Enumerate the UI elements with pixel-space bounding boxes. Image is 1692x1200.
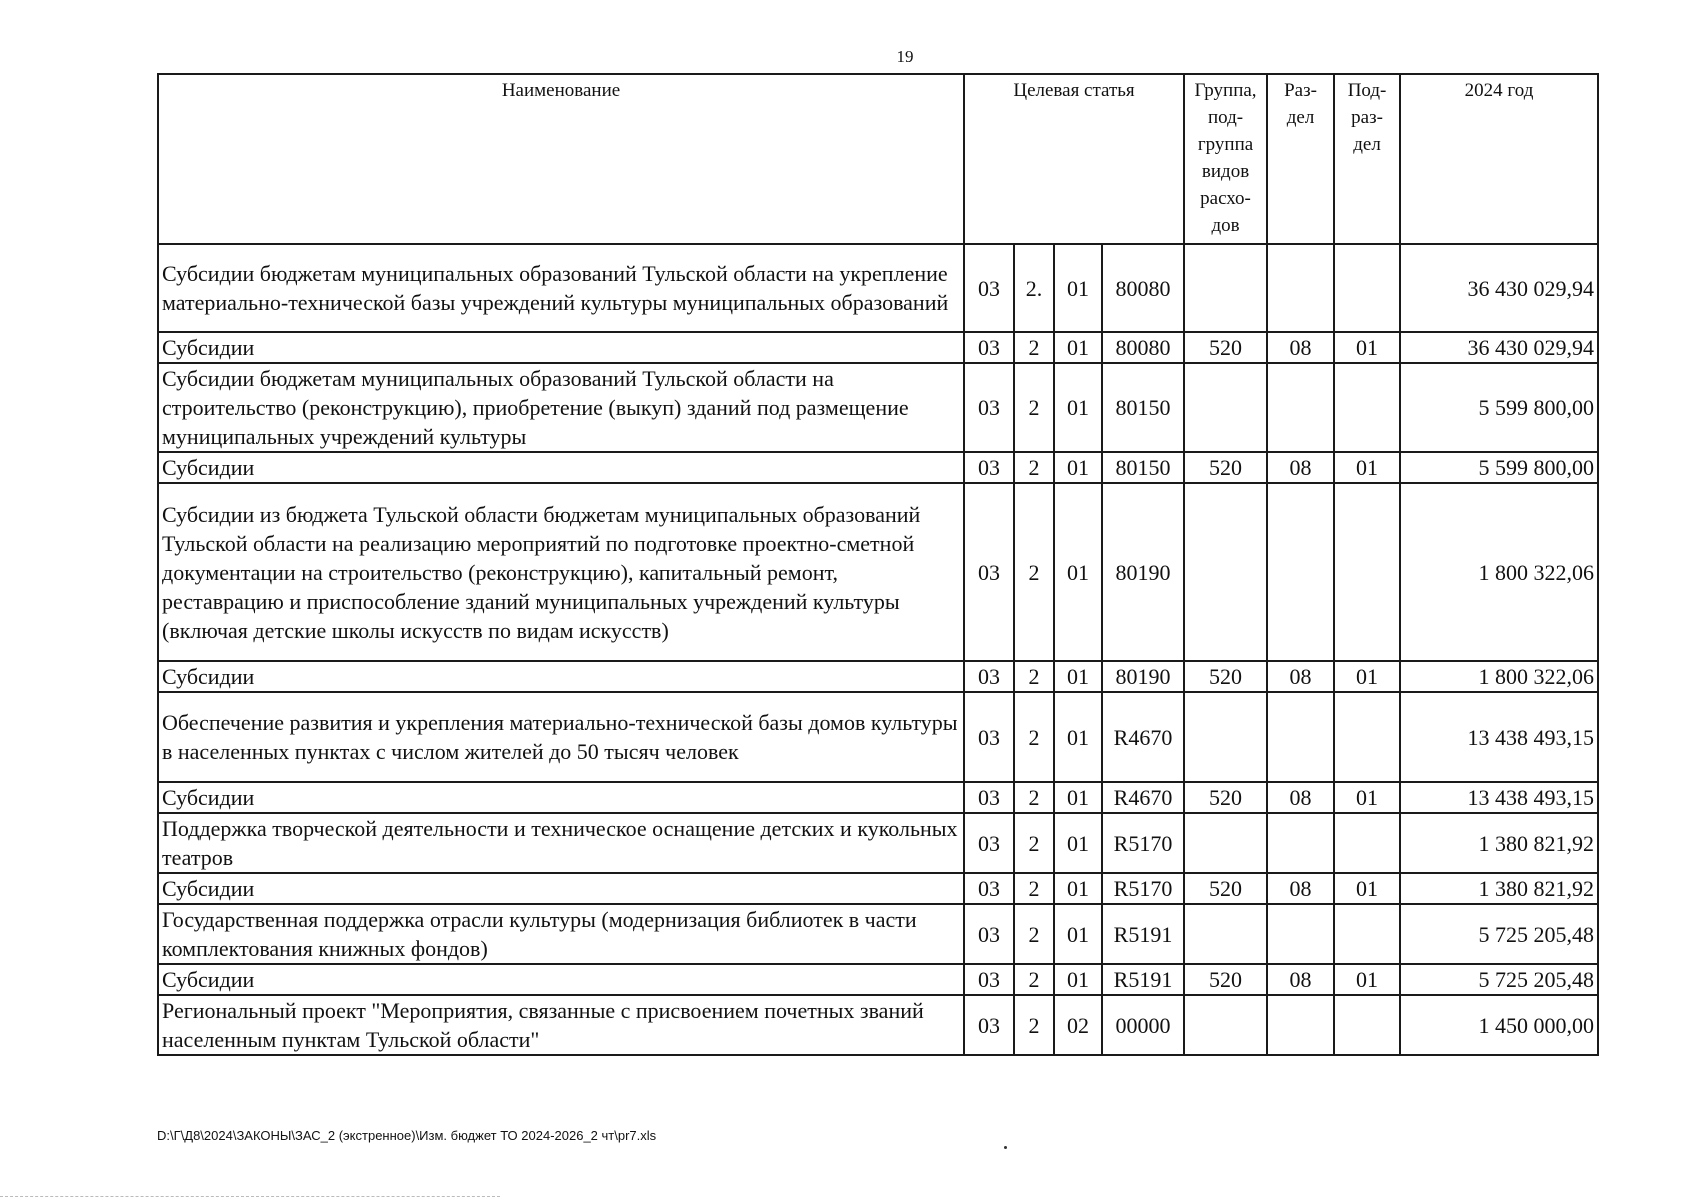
row-section: 08 — [1267, 782, 1334, 813]
row-target-program: 03 — [964, 332, 1014, 363]
row-section — [1267, 995, 1334, 1055]
row-target-event: 02 — [1054, 995, 1102, 1055]
row-target-code: R4670 — [1102, 782, 1184, 813]
budget-table — [157, 73, 1599, 1056]
row-expense-group: 520 — [1184, 452, 1267, 483]
row-amount: 1 450 000,00 — [1400, 995, 1598, 1055]
row-name: Субсидии — [158, 964, 964, 995]
row-target-subprogram: 2 — [1014, 964, 1054, 995]
table-header-row — [158, 74, 1598, 244]
row-name: Субсидии из бюджета Тульской области бюджетам муниципальных образований Тульской области на реализацию мероприятий по подготовке проектно-сметной документации на строительство (реконструкцию), капитальный ремонт, реставрацию и приспособление зданий муниципальных учреждений культуры (включая детские школы искусств по видам искусств) — [158, 483, 964, 661]
row-target-event: 01 — [1054, 964, 1102, 995]
row-target-event: 01 — [1054, 244, 1102, 332]
row-target-program: 03 — [964, 904, 1014, 964]
row-target-program: 03 — [964, 964, 1014, 995]
table-row — [158, 904, 1598, 964]
row-target-program: 03 — [964, 782, 1014, 813]
row-target-subprogram: 2 — [1014, 483, 1054, 661]
row-name: Субсидии — [158, 873, 964, 904]
row-target-subprogram: 2 — [1014, 782, 1054, 813]
table-row — [158, 873, 1598, 904]
footer-file-path: D:\Г\Д8\2024\ЗАКОНЫ\ЗАС_2 (экстренное)\Изм. бюджет ТО 2024-2026_2 чт\pr7.xls — [157, 1128, 657, 1143]
table-row — [158, 661, 1598, 692]
row-subsection: 01 — [1334, 661, 1400, 692]
row-target-event: 01 — [1054, 782, 1102, 813]
row-subsection — [1334, 813, 1400, 873]
row-target-subprogram: 2 — [1014, 904, 1054, 964]
table-row — [158, 483, 1598, 661]
row-target-code: R5191 — [1102, 964, 1184, 995]
row-section: 08 — [1267, 873, 1334, 904]
row-target-code: R5170 — [1102, 813, 1184, 873]
row-target-program: 03 — [964, 661, 1014, 692]
row-target-program: 03 — [964, 692, 1014, 782]
row-target-code: R5191 — [1102, 904, 1184, 964]
row-target-subprogram: 2 — [1014, 452, 1054, 483]
row-target-code: 80150 — [1102, 363, 1184, 452]
table-row — [158, 244, 1598, 332]
row-target-event: 01 — [1054, 483, 1102, 661]
row-amount: 1 380 821,92 — [1400, 873, 1598, 904]
table-row — [158, 964, 1598, 995]
row-target-subprogram: 2 — [1014, 363, 1054, 452]
table-row — [158, 782, 1598, 813]
row-target-event: 01 — [1054, 813, 1102, 873]
row-subsection — [1334, 244, 1400, 332]
row-name: Государственная поддержка отрасли культуры (модернизация библиотек в части комплектования книжных фондов) — [158, 904, 964, 964]
row-amount: 1 800 322,06 — [1400, 661, 1598, 692]
row-amount: 13 438 493,15 — [1400, 692, 1598, 782]
row-subsection — [1334, 483, 1400, 661]
row-target-code: 80150 — [1102, 452, 1184, 483]
row-expense-group — [1184, 483, 1267, 661]
row-amount: 36 430 029,94 — [1400, 244, 1598, 332]
row-target-event: 01 — [1054, 873, 1102, 904]
row-name: Региональный проект "Мероприятия, связанные с присвоением почетных званий населенным пунктам Тульской области" — [158, 995, 964, 1055]
header-subsection: Под-раз-дел — [1334, 74, 1400, 244]
row-target-program: 03 — [964, 363, 1014, 452]
row-target-event: 01 — [1054, 904, 1102, 964]
row-name: Поддержка творческой деятельности и техническое оснащение детских и кукольных театров — [158, 813, 964, 873]
row-subsection: 01 — [1334, 782, 1400, 813]
row-subsection — [1334, 904, 1400, 964]
row-expense-group — [1184, 813, 1267, 873]
header-target-article: Целевая статья — [964, 74, 1184, 244]
row-amount: 13 438 493,15 — [1400, 782, 1598, 813]
row-subsection: 01 — [1334, 964, 1400, 995]
row-target-subprogram: 2 — [1014, 873, 1054, 904]
row-target-event: 01 — [1054, 692, 1102, 782]
row-target-subprogram: 2 — [1014, 813, 1054, 873]
row-subsection — [1334, 363, 1400, 452]
row-amount: 1 800 322,06 — [1400, 483, 1598, 661]
table-row — [158, 813, 1598, 873]
table-row — [158, 692, 1598, 782]
row-expense-group — [1184, 904, 1267, 964]
row-section — [1267, 244, 1334, 332]
row-expense-group: 520 — [1184, 661, 1267, 692]
table-row — [158, 363, 1598, 452]
row-target-subprogram: 2 — [1014, 661, 1054, 692]
row-subsection: 01 — [1334, 873, 1400, 904]
row-name: Субсидии бюджетам муниципальных образований Тульской области на строительство (реконструкцию), приобретение (выкуп) зданий под размещение муниципальных учреждений культуры — [158, 363, 964, 452]
table-row — [158, 452, 1598, 483]
row-target-program: 03 — [964, 813, 1014, 873]
row-target-event: 01 — [1054, 661, 1102, 692]
row-expense-group: 520 — [1184, 782, 1267, 813]
scan-speck — [1004, 1146, 1007, 1149]
row-expense-group — [1184, 363, 1267, 452]
row-target-subprogram: 2. — [1014, 244, 1054, 332]
row-name: Субсидии — [158, 332, 964, 363]
row-expense-group — [1184, 692, 1267, 782]
row-subsection: 01 — [1334, 452, 1400, 483]
row-target-event: 01 — [1054, 363, 1102, 452]
header-year: 2024 год — [1400, 74, 1598, 244]
row-target-code: R4670 — [1102, 692, 1184, 782]
page-number: 19 — [896, 47, 914, 66]
row-section: 08 — [1267, 964, 1334, 995]
scan-edge-line — [0, 1196, 500, 1197]
row-section: 08 — [1267, 661, 1334, 692]
row-section — [1267, 692, 1334, 782]
row-section — [1267, 483, 1334, 661]
row-target-subprogram: 2 — [1014, 995, 1054, 1055]
row-amount: 36 430 029,94 — [1400, 332, 1598, 363]
row-target-code: 80190 — [1102, 483, 1184, 661]
row-target-event: 01 — [1054, 332, 1102, 363]
row-section: 08 — [1267, 332, 1334, 363]
header-expense-group: Группа, под-группа видов расхо-дов — [1184, 74, 1267, 244]
header-section: Раз-дел — [1267, 74, 1334, 244]
row-section: 08 — [1267, 452, 1334, 483]
row-target-code: R5170 — [1102, 873, 1184, 904]
row-name: Обеспечение развития и укрепления материально-технической базы домов культуры в населенных пунктах с числом жителей до 50 тысяч человек — [158, 692, 964, 782]
row-target-code: 80080 — [1102, 244, 1184, 332]
row-target-event: 01 — [1054, 452, 1102, 483]
row-subsection — [1334, 692, 1400, 782]
row-target-code: 00000 — [1102, 995, 1184, 1055]
row-amount: 1 380 821,92 — [1400, 813, 1598, 873]
row-target-program: 03 — [964, 483, 1014, 661]
row-amount: 5 725 205,48 — [1400, 964, 1598, 995]
row-name: Субсидии — [158, 661, 964, 692]
table-row — [158, 995, 1598, 1055]
row-expense-group — [1184, 995, 1267, 1055]
row-target-code: 80080 — [1102, 332, 1184, 363]
row-name: Субсидии — [158, 782, 964, 813]
row-name: Субсидии — [158, 452, 964, 483]
row-expense-group — [1184, 244, 1267, 332]
header-name: Наименование — [158, 74, 964, 244]
row-target-program: 03 — [964, 995, 1014, 1055]
row-section — [1267, 363, 1334, 452]
row-amount: 5 599 800,00 — [1400, 363, 1598, 452]
row-target-program: 03 — [964, 873, 1014, 904]
row-target-program: 03 — [964, 244, 1014, 332]
row-expense-group: 520 — [1184, 964, 1267, 995]
row-expense-group: 520 — [1184, 332, 1267, 363]
row-amount: 5 725 205,48 — [1400, 904, 1598, 964]
row-section — [1267, 813, 1334, 873]
row-expense-group: 520 — [1184, 873, 1267, 904]
row-amount: 5 599 800,00 — [1400, 452, 1598, 483]
row-section — [1267, 904, 1334, 964]
row-target-subprogram: 2 — [1014, 692, 1054, 782]
row-subsection — [1334, 995, 1400, 1055]
row-name: Субсидии бюджетам муниципальных образований Тульской области на укрепление материально-технической базы учреждений культуры муниципальных образований — [158, 244, 964, 332]
row-target-code: 80190 — [1102, 661, 1184, 692]
row-target-subprogram: 2 — [1014, 332, 1054, 363]
table-row — [158, 332, 1598, 363]
row-subsection: 01 — [1334, 332, 1400, 363]
row-target-program: 03 — [964, 452, 1014, 483]
